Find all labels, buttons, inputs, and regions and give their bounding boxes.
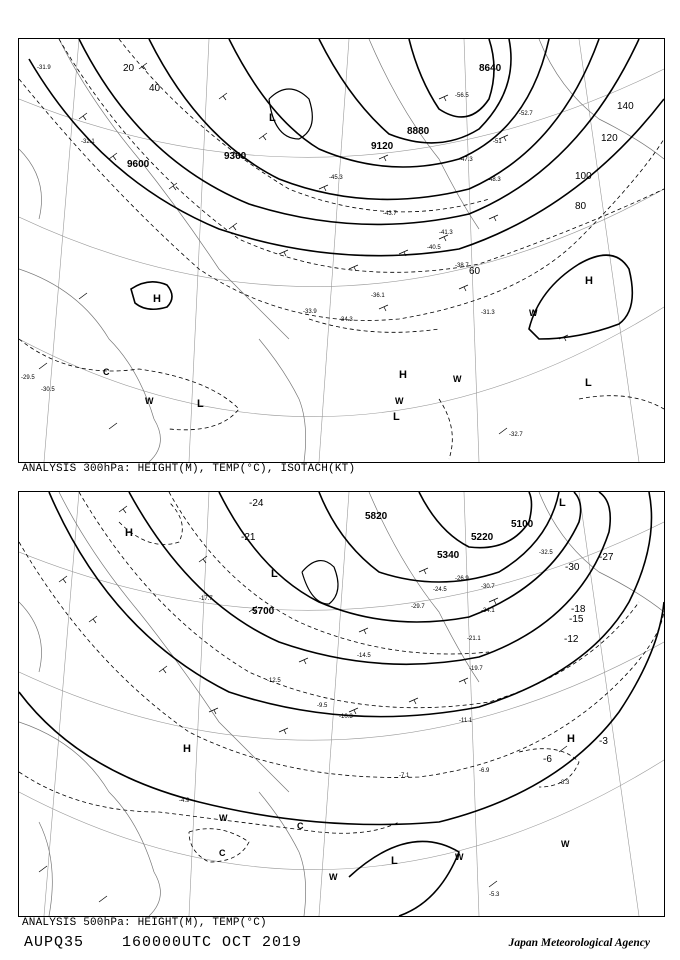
temperature-label: -52.7	[519, 111, 533, 117]
warm-center-label: W	[455, 852, 464, 862]
low-center-label: L	[271, 568, 278, 580]
high-center-label: H	[153, 293, 161, 305]
temperature-label: -29.7	[411, 604, 425, 610]
warm-center-label: W	[561, 839, 570, 849]
bulletin-code: AUPQ35	[24, 934, 85, 951]
temperature-label: -29.5	[21, 375, 35, 381]
isotherm-label: -18	[571, 604, 586, 615]
temperature-label: -4.9	[179, 798, 190, 804]
temperature-label: -7.1	[399, 773, 410, 779]
temperature-label: -10.3	[339, 714, 353, 720]
temperature-label: -17.7	[199, 596, 213, 602]
isotach-label: 80	[575, 201, 587, 212]
height-contours	[19, 492, 664, 916]
warm-center-label: W	[145, 396, 154, 406]
cold-center-label: C	[103, 367, 110, 377]
temperature-contours	[19, 39, 664, 459]
chart-300hpa-map	[19, 39, 664, 462]
chart-500hpa	[18, 491, 665, 917]
temperature-label: -6.9	[479, 768, 490, 774]
contour-label: 9120	[371, 141, 394, 152]
temperature-label: -26.9	[455, 576, 469, 582]
low-center-label: L	[269, 112, 276, 124]
isotherm-label: -24	[249, 498, 264, 509]
isotherm-label: -12	[564, 634, 579, 645]
temperature-label: -21.1	[467, 636, 481, 642]
contour-label: 5100	[511, 519, 534, 530]
chart-500hpa-map	[19, 492, 664, 916]
warm-center-label: W	[529, 308, 538, 318]
temperature-label: -36.1	[371, 293, 385, 299]
temperature-label: -51	[493, 139, 502, 145]
temperature-label: -31.9	[37, 65, 51, 71]
footer-identifier	[24, 934, 330, 951]
isotach-label: 60	[469, 266, 481, 277]
temperature-label: -19.7	[469, 666, 483, 672]
temperature-label: -38.7	[455, 263, 469, 269]
high-center-label: H	[585, 275, 593, 287]
isotach-label: 120	[601, 133, 618, 144]
temperature-label: -32.7	[509, 432, 523, 438]
temperature-label: -34.1	[481, 608, 495, 614]
temperature-label: -8.3	[559, 780, 570, 786]
warm-center-label: W	[395, 396, 404, 406]
contour-labels	[127, 63, 502, 170]
low-center-label: L	[585, 377, 592, 389]
high-center-label: H	[567, 733, 575, 745]
analysis-time: 160000UTC OCT 2019	[122, 934, 303, 951]
cold-center-label: C	[219, 848, 226, 858]
chart-500hpa-caption: ANALYSIS 500hPa: HEIGHT(M), TEMP(°C)	[22, 917, 267, 929]
warm-center-label: W	[453, 374, 462, 384]
temperature-label: -5.3	[489, 892, 500, 898]
temperature-label: -43.7	[383, 211, 397, 217]
isotach-label: 100	[575, 171, 592, 182]
contour-label: 5820	[365, 511, 388, 522]
temperature-label: -34.3	[339, 317, 353, 323]
temperature-label: -48.3	[487, 177, 501, 183]
temperature-label: -47.3	[459, 157, 473, 163]
warm-center-label: W	[329, 872, 338, 882]
temperature-label: -11.1	[459, 718, 473, 724]
isotherm-label: -15	[569, 614, 584, 625]
cold-center-label: C	[297, 821, 304, 831]
contour-label: 5340	[437, 550, 460, 561]
isotherm-label: -3	[599, 736, 608, 747]
temperature-label: -33.9	[303, 309, 317, 315]
temperature-contours	[19, 492, 664, 862]
contour-label: 8880	[407, 126, 430, 137]
temperature-label: -41.3	[439, 230, 453, 236]
low-center-label: L	[393, 411, 400, 423]
temperature-label: -12.5	[267, 678, 281, 684]
low-center-label: L	[197, 398, 204, 410]
coastline	[19, 492, 664, 916]
temperature-label: -24.5	[433, 587, 447, 593]
temperature-label: -14.5	[357, 653, 371, 659]
temperature-label: -30.7	[481, 584, 495, 590]
contour-label: 9360	[224, 151, 247, 162]
temperature-label: -56.5	[455, 93, 469, 99]
temperature-label: -31.3	[481, 310, 495, 316]
isotherm-label: -21	[241, 532, 256, 543]
contour-label: 5700	[252, 606, 275, 617]
isotherm-label: -6	[543, 754, 552, 765]
isotherm-label: -30	[565, 562, 580, 573]
graticule	[19, 492, 664, 916]
temperature-label: -32.5	[539, 550, 553, 556]
temperature-label: -9.5	[317, 703, 328, 709]
contour-label: 5220	[471, 532, 494, 543]
agency-name: Japan Meteorological Agency	[508, 937, 650, 949]
temperature-label: -30.5	[41, 387, 55, 393]
high-center-label: H	[183, 743, 191, 755]
isotach-label: 20	[123, 63, 135, 74]
warm-center-label: W	[219, 813, 228, 823]
low-center-label: L	[559, 497, 566, 509]
isotach-labels	[123, 63, 634, 277]
temperature-label: -32.1	[81, 139, 95, 145]
temperature-labels	[179, 550, 570, 898]
isotherm-labels	[241, 498, 614, 765]
isotach-label: 40	[149, 83, 161, 94]
high-center-label: H	[399, 369, 407, 381]
chart-300hpa	[18, 38, 665, 463]
contour-label: 9600	[127, 159, 150, 170]
isotach-label: 140	[617, 101, 634, 112]
contour-label: 8640	[479, 63, 502, 74]
chart-300hpa-caption: ANALYSIS 300hPa: HEIGHT(M), TEMP(°C), ISOTACH(KT)	[22, 463, 356, 475]
isotherm-label: -27	[599, 552, 614, 563]
high-center-label: H	[125, 527, 133, 539]
temperature-label: -45.3	[329, 175, 343, 181]
temperature-label: -40.5	[427, 245, 441, 251]
low-center-label: L	[391, 855, 398, 867]
